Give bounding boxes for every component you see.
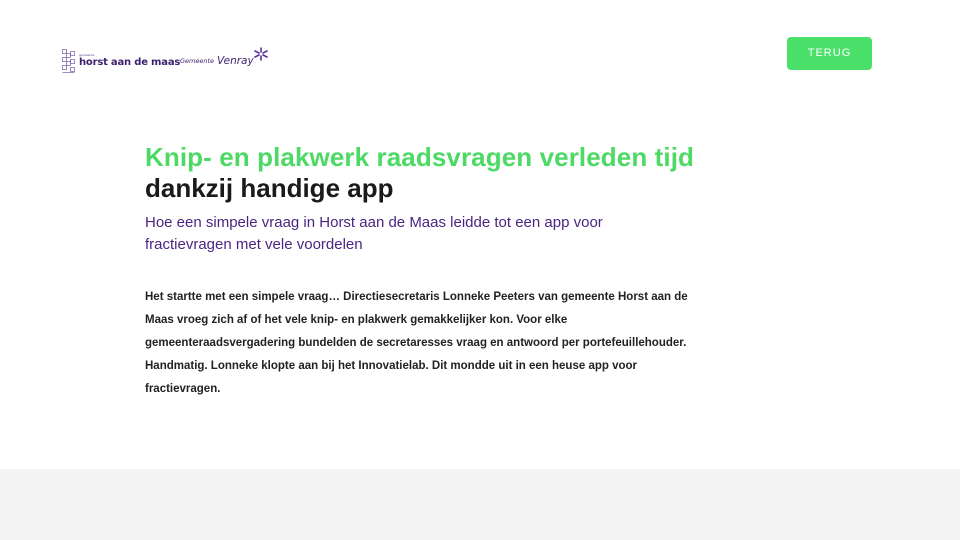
site-header: [0, 0, 960, 100]
logo-gemeente-venray[interactable]: [180, 46, 270, 68]
logo-horst-name: horst aan de maas: [79, 57, 181, 68]
back-button[interactable]: TERUG: [787, 37, 872, 70]
logo-venray-prefix: Gemeente: [180, 57, 215, 65]
article-title-rest: dankzij handige app: [145, 173, 394, 203]
article-intro: Het startte met een simpele vraag… Directiesecretaris Lonneke Peeters van gemeente Horst aan de Maas vroeg zich af of het vele knip- en plakwerk gemakkelijker kon. Voor elke gemeenteraadsvergadering bundelden de secretaresses vraag en antwoord per portefeuillehouder. Handmatig. Lonneke klopte aan bij het Innovatielab. Dit mondde uit in een heuse app voor fractievragen.: [145, 291, 688, 395]
logo-horst-aan-de-maas[interactable]: [62, 49, 180, 73]
article-title: [145, 142, 785, 204]
footer-band: [0, 469, 960, 540]
logo-venray-name: Venray: [217, 55, 254, 67]
horst-logo-icon: [62, 49, 75, 73]
article-content: [145, 142, 785, 401]
venray-star-icon: [252, 46, 270, 62]
article-title-highlight: Knip- en plakwerk raadsvragen verleden tijd: [145, 142, 695, 172]
logo-horst-small-text: gemeente: [79, 53, 95, 57]
article-subtitle: Hoe een simpele vraag in Horst aan de Maas leidde tot een app voor fractievragen met vele voordelen: [145, 214, 603, 253]
